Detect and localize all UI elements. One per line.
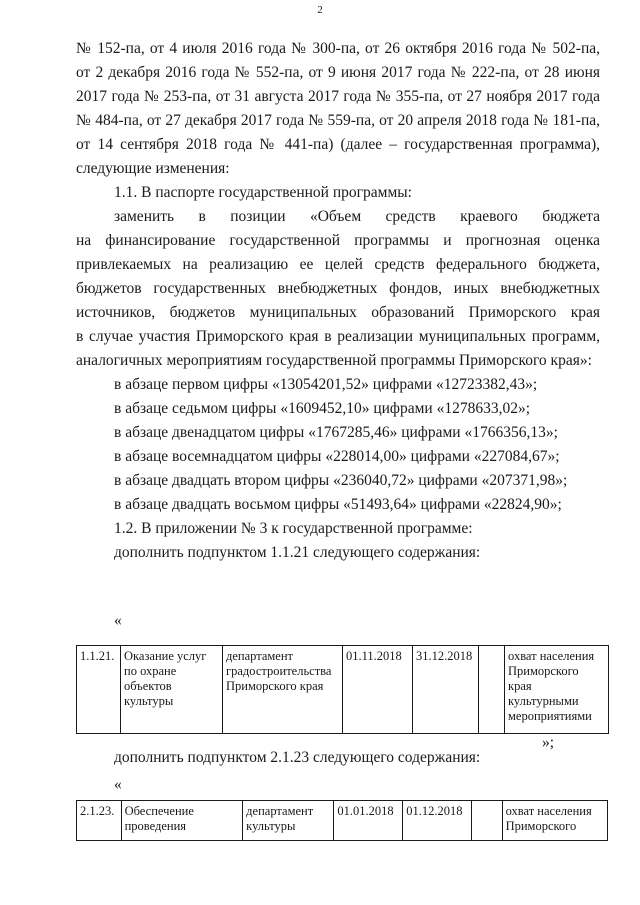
paragraph-line: от 14 сентября 2018 года № 441-па) (далее – государственная программа), (76, 136, 600, 153)
open-quote-2: « (114, 776, 122, 793)
cell-executor: департамент градостроительства Приморского края (223, 646, 343, 734)
cell-start-date: 01.01.2018 (334, 801, 403, 841)
cell-result: охват населения Приморского края культурными мероприятиями (505, 646, 609, 734)
cell-empty (479, 646, 505, 734)
table-subitem-1-1-21 (76, 645, 609, 734)
paragraph-line: от 2 декабря 2016 года № 552-па, от 9 июня 2017 года № 222-па, от 28 июня (76, 64, 600, 81)
replacement-line: в абзаце двенадцатом цифры «1767285,46» цифрами «1766356,13»; (114, 424, 558, 441)
paragraph-line: № 152-па, от 4 июля 2016 года № 300-па, от 26 октября 2016 года № 502-па, (76, 40, 600, 57)
cell-executor: департамент культуры (243, 801, 334, 841)
replacement-line: в абзаце двадцать восьмом цифры «51493,64» цифрами «22824,90»; (114, 496, 562, 513)
cell-result: охват населения Приморского (502, 801, 607, 841)
page-number: 2 (317, 4, 323, 16)
supplement-line-1: дополнить подпунктом 1.1.21 следующего содержания: (114, 544, 481, 561)
cell-empty (472, 801, 502, 841)
paragraph-line: источников, бюджетов муниципальных образований Приморского края (76, 304, 600, 321)
section-heading-1-2: 1.2. В приложении № 3 к государственной программе: (114, 520, 473, 537)
close-quote-1: »; (542, 734, 555, 751)
paragraph-line: аналогичных мероприятиям государственной программы Приморского края»: (76, 352, 592, 369)
paragraph-line: следующие изменения: (76, 160, 230, 177)
cell-end-date: 31.12.2018 (413, 646, 479, 734)
table-subitem-2-1-23 (76, 800, 608, 841)
section-heading-1-1: 1.1. В паспорте государственной программы: (114, 184, 412, 201)
replacement-line: в абзаце восемнадцатом цифры «228014,00» цифрами «227084,67»; (114, 448, 560, 465)
supplement-line-2: дополнить подпунктом 2.1.23 следующего содержания: (114, 749, 481, 766)
cell-number: 1.1.21. (77, 646, 121, 734)
replacement-line: в абзаце первом цифры «13054201,52» цифрами «12723382,43»; (114, 376, 538, 393)
open-quote-1: « (114, 612, 122, 629)
cell-end-date: 01.12.2018 (403, 801, 472, 841)
paragraph-line: бюджетов государственных внебюджетных фондов, иных внебюджетных (76, 280, 600, 297)
cell-name: Обеспечение проведения (121, 801, 243, 841)
paragraph-line: привлекаемых на реализацию ее целей средств федерального бюджета, (76, 256, 600, 273)
paragraph-line: заменить в позиции «Объем средств краевого бюджета (114, 208, 600, 225)
cell-start-date: 01.11.2018 (343, 646, 413, 734)
replacement-line: в абзаце двадцать втором цифры «236040,72» цифрами «207371,98»; (114, 472, 568, 489)
cell-name: Оказание услуг по охране объектов культуры (121, 646, 223, 734)
replacement-line: в абзаце седьмом цифры «1609452,10» цифрами «1278633,02»; (114, 400, 531, 417)
paragraph-line: на финансирование государственной программы и прогнозная оценка (76, 232, 600, 249)
paragraph-supplement-2 (76, 746, 600, 770)
paragraph-line: 2017 года № 253-па, от 31 августа 2017 года № 355-па, от 27 ноября 2017 года (76, 88, 600, 105)
cell-number: 2.1.23. (77, 801, 122, 841)
paragraph-1 (76, 37, 600, 565)
table-row (77, 801, 608, 841)
paragraph-line: в случае участия Приморского края в реализации муниципальных программ, (76, 328, 600, 345)
paragraph-line: № 484-па, от 27 декабря 2017 года № 559-па, от 20 апреля 2018 года № 181-па, (76, 112, 600, 129)
table-row (77, 646, 609, 734)
